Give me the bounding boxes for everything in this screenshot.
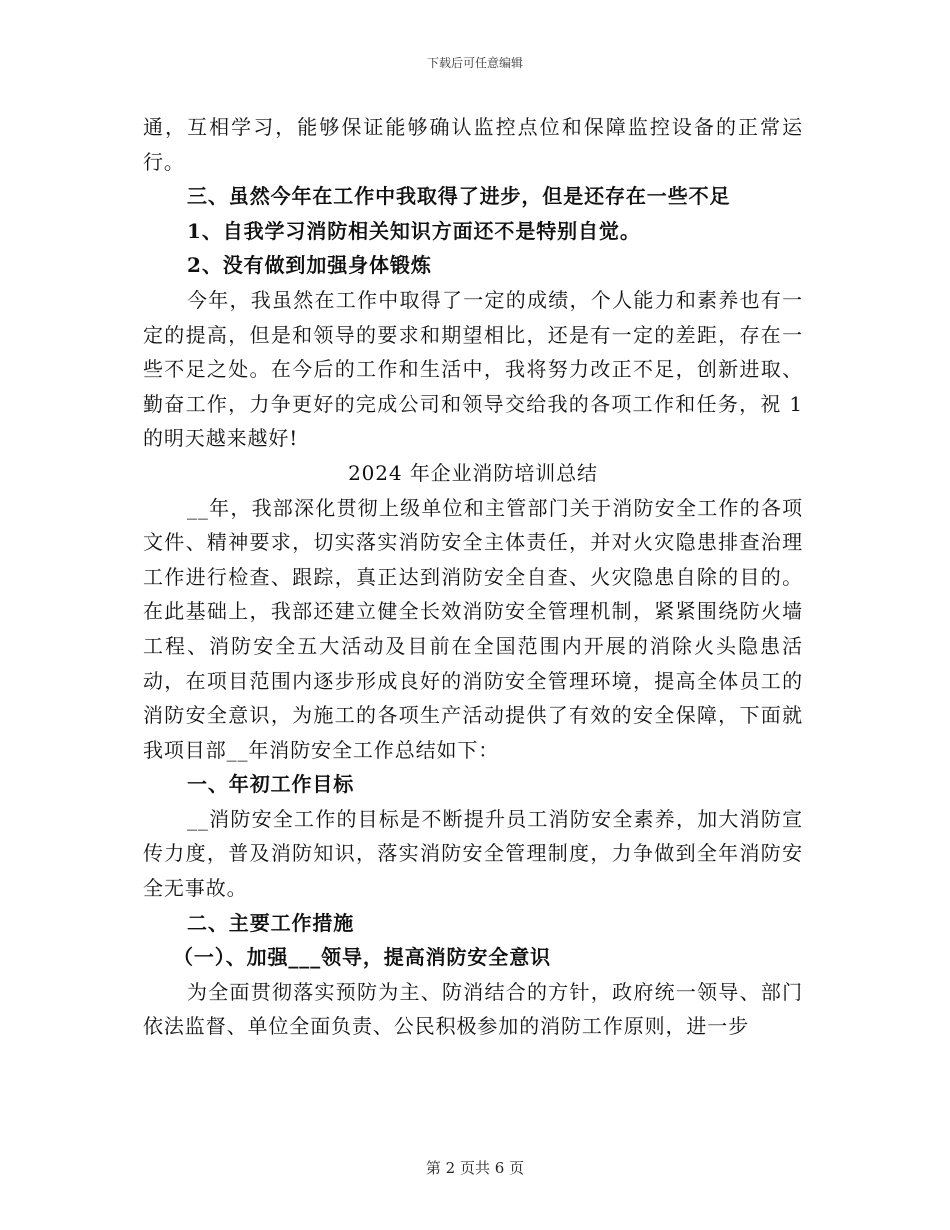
paragraph-continuation: 通，互相学习，能够保证能够确认监控点位和保障监控设备的正常运行。 [143,115,803,174]
paragraph-summary: 今年，我虽然在工作中取得了一定的成绩，个人能力和素养也有一定的提高，但是和领导的要求和期望相比，还是有一定的差距，存在一些不足之处。在今后的工作和生活中，我将努力改正不足，创新进取、勤奋工作，力争更好的完成公司和领导交给我的各项工作和任务，祝 1 的明天越来越好! [143,287,803,451]
paragraph-measures: 为全面贯彻落实预防为主、防消结合的方针，政府统一领导、部门依法监督、单位全面负责、公民积极参加的消防工作原则，进一步 [143,979,803,1039]
paragraph-goals: __消防安全工作的目标是不断提升员工消防安全素养，加大消防宣传力度，普及消防知识，落实消防安全管理制度，力争做到全年消防安全无事故。 [143,806,803,901]
paragraph-intro: __年，我部深化贯彻上级单位和主管部门关于消防安全工作的各项文件、精神要求，切实落实消防安全主体责任，并对火灾隐患排查治理工作进行检查、跟踪，真正达到消防安全自查、火灾隐患自除的目的。在此基础上，我部还建立健全长效消防安全管理机制，紧紧围绕防火墙工程、消防安全五大活动及目前在全国范围内开展的消除火头隐患活动，在项目范围内逐步形成良好的消防安全管理环境，提高全体员工的消防安全意识，为施工的各项生产活动提供了有效的安全保障，下面就我项目部__年消防安全工作总结如下： [143,495,803,762]
document-title: 2024 年企业消防培训总结 [348,460,598,485]
section-heading-measures: 二、主要工作措施 [187,910,355,935]
list-item-self-study: 1、自我学习消防相关知识方面还不是特别自觉。 [187,218,641,243]
page-header: 下载后可任意编辑 [426,56,523,70]
section-heading-shortcomings: 三、虽然今年在工作中我取得了进步，但是还存在一些不足 [187,184,731,209]
section-heading-goals: 一、年初工作目标 [187,772,355,797]
subsection-heading-leadership: （一）、加强___领导，提高消防安全意识 [173,945,551,970]
list-item-exercise: 2、没有做到加强身体锻炼 [187,253,432,278]
document-body [143,110,803,1044]
page-footer: 第 2 页共 6 页 [425,1159,525,1177]
